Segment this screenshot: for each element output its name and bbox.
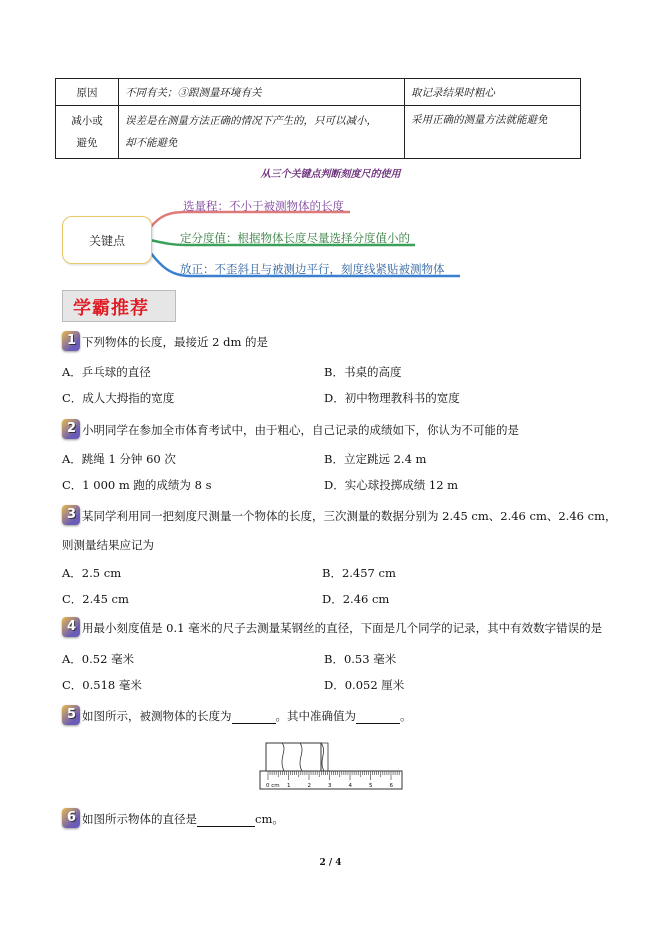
question-4-number-icon: 4 [62,617,80,637]
question-1-option-d: D．初中物理教科书的宽度 [324,391,460,405]
question-3-option-a: A．2.5 cm [62,566,122,580]
question-5-blank-accurate[interactable] [356,711,400,724]
row-header-reduce-line1: 减小或 [71,115,103,127]
mindmap-center-node [62,216,152,264]
recommend-banner [62,290,176,322]
question-1-stem: 下列物体的长度，最接近 2 dm 的是 [82,335,269,349]
question-3-option-c: C．2.45 cm [62,592,129,606]
ruler-tick-label: 6 [389,783,393,789]
ruler-tick-label: 1 [287,783,291,789]
cell-mistake-reduce: 采用正确的测量方法就能避免 [405,106,581,159]
question-4-option-a: A．0.52 毫米 [62,652,135,666]
question-4-option-b: B．0.53 毫米 [324,652,397,666]
question-6-blank-diameter[interactable] [197,814,255,827]
mindmap-branch-division: 定分度值：根据物体长度尽量选择分度值小的 [180,231,410,245]
mindmap-branch-placement: 放正：不歪斜且与被测边平行，刻度线紧贴被测物体 [180,262,445,276]
question-3-stem-continued: 则测量结果应记为 [62,538,154,552]
question-2-number-icon: 2 [62,419,80,439]
question-1-number-icon: 1 [62,331,80,351]
recommend-banner-label: 学霸推荐 [73,298,149,319]
question-2-stem: 小明同学在参加全市体育考试中，由于粗心，自己记录的成绩如下，你认为不可能的是 [82,423,519,437]
section-title: 从三个关键点判断刻度尺的使用 [260,169,401,180]
question-3-option-d: D．2.46 cm [322,592,390,606]
question-6-text-b: cm。 [255,812,284,826]
question-1-option-b: B．书桌的高度 [324,365,402,379]
question-6-text-a: 如图所示物体的直径是 [82,812,197,826]
question-5-text-c: 。 [400,709,412,723]
ruler-tick-label: 0 cm [266,783,280,789]
question-5-text-a: 如图所示，被测物体的长度为 [82,709,232,723]
question-1-option-c: C．成人大拇指的宽度 [62,391,175,405]
question-1-option-a: A．乒乓球的直径 [62,365,151,379]
cell-mistake-cause: 取记录结果时粗心 [405,79,581,106]
question-5-text-b: 。其中准确值为 [275,709,356,723]
question-6-number-icon: 6 [62,808,80,828]
question-2-option-c: C．1 000 m 跑的成绩为 8 s [62,478,212,492]
question-4-option-d: D．0.052 厘米 [324,678,405,692]
question-5-number-icon: 5 [62,705,80,725]
cell-error-reduce [119,106,405,159]
page-number: 2 / 4 [319,858,342,868]
ruler-figure [258,740,408,792]
question-4-option-c: C．0.518 毫米 [62,678,142,692]
row-header-reduce-line2: 避免 [76,137,98,149]
question-5-blank-length[interactable] [232,711,276,724]
question-3-number-icon: 3 [62,505,80,525]
row-header-cause: 原因 [56,79,119,106]
question-2-option-b: B．立定跳远 2.4 m [324,452,427,466]
ruler-tick-label: 2 [307,783,311,789]
cell-error-reduce-line2: 却不能避免 [125,137,178,149]
mindmap-center-label: 关键点 [88,234,125,248]
mindmap-branch-range: 选量程：不小于被测物体的长度 [183,199,344,213]
question-5-stem [82,708,412,724]
question-6-stem [82,811,284,827]
row-header-reduce [56,106,119,159]
cell-error-cause: 不同有关；③跟测量环境有关 [119,79,405,106]
question-2-option-a: A．跳绳 1 分钟 60 次 [62,452,176,466]
error-mistake-table [55,78,581,159]
cell-error-reduce-line1: 误差是在测量方法正确的情况下产生的，只可以减小， [125,115,377,127]
question-4-stem: 用最小刻度值是 0.1 毫米的尺子去测量某钢丝的直径，下面是几个同学的记录，其中有效数字错误的是 [82,621,603,635]
ruler-tick-label: 5 [369,783,373,789]
question-2-option-d: D．实心球投掷成绩 12 m [324,478,459,492]
question-3-option-b: B．2.457 cm [322,566,396,580]
ruler-tick-label: 3 [328,783,332,789]
ruler-tick-label: 4 [348,783,352,789]
question-3-stem: 某同学利用同一把刻度尺测量一个物体的长度，三次测量的数据分别为 2.45 cm、2.46 cm、2.46 cm， [82,509,617,523]
